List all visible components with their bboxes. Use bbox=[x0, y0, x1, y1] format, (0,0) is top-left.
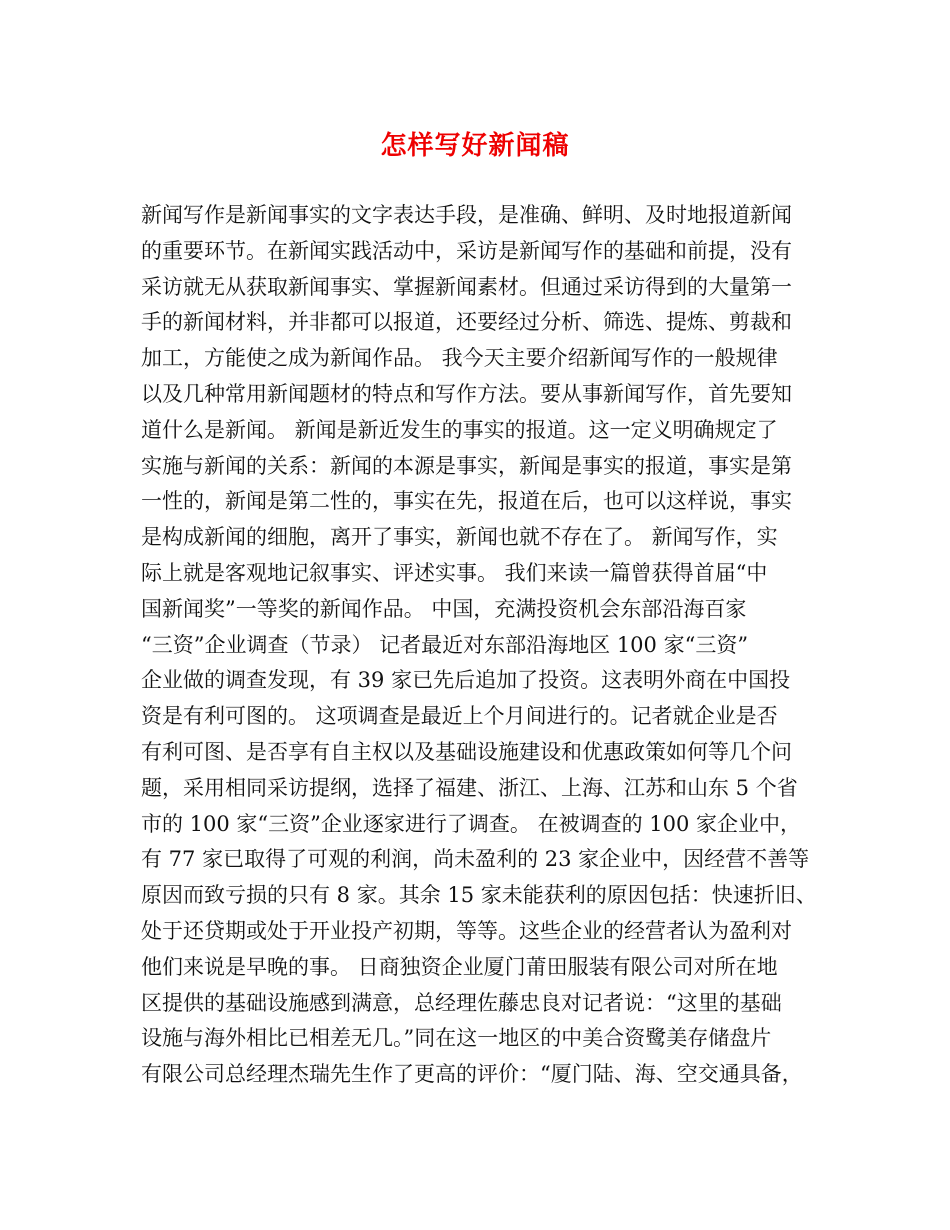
body-line: 是构成新闻的细胞，离开了事实，新闻也就不存在了。 新闻写作，实 bbox=[141, 525, 778, 550]
body-line: 有限公司总经理杰瑞先生作了更高的评价：“厦门陆、海、空交通具备， bbox=[141, 1062, 803, 1087]
body-line: 的重要环节。在新闻实践活动中，采访是新闻写作的基础和前提，没有 bbox=[141, 238, 792, 263]
body-line: 实施与新闻的关系：新闻的本源是事实，新闻是事实的报道，事实是第 bbox=[141, 453, 792, 478]
body-line: 以及几种常用新闻题材的特点和写作方法。要从事新闻写作，首先要知 bbox=[141, 381, 792, 406]
body-line: 设施与海外相比已相差无几。”同在这一地区的中美合资鹭美存储盘片 bbox=[141, 1026, 772, 1051]
body-line: “三资”企业调查（节录） 记者最近对东部沿海地区 100 家“三资” bbox=[141, 632, 749, 657]
document-body bbox=[141, 198, 831, 1093]
body-line: 企业做的调查发现，有 39 家已先后追加了投资。这表明外商在中国投 bbox=[141, 668, 791, 693]
body-line: 原因而致亏损的只有 8 家。其余 15 家未能获利的原因包括：快速折旧、 bbox=[141, 883, 817, 908]
body-line: 一性的，新闻是第二性的，事实在先，报道在后，也可以这样说，事实 bbox=[141, 489, 792, 514]
body-line: 区提供的基础设施感到满意，总经理佐藤忠良对记者说：“这里的基础 bbox=[141, 990, 782, 1015]
body-line: 资是有利可图的。 这项调查是最近上个月间进行的。记者就企业是否 bbox=[141, 704, 778, 729]
body-line: 有利可图、是否享有自主权以及基础设施建设和优惠政策如何等几个问 bbox=[141, 739, 792, 764]
body-line: 道什么是新闻。 新闻是新近发生的事实的报道。这一定义明确规定了 bbox=[141, 417, 778, 442]
document-title: 怎样写好新闻稿 bbox=[380, 131, 570, 161]
body-line: 他们来说是早晚的事。 日商独资企业厦门莆田服装有限公司对所在地 bbox=[141, 954, 778, 979]
body-line: 题，采用相同采访提纲，选择了福建、浙江、上海、江苏和山东 5 个省 bbox=[141, 775, 798, 800]
body-line: 新闻写作是新闻事实的文字表达手段，是准确、鲜明、及时地报道新闻 bbox=[141, 203, 792, 227]
body-line: 手的新闻材料，并非都可以报道，还要经过分析、筛选、提炼、剪裁和 bbox=[141, 310, 792, 335]
body-line: 采访就无从获取新闻事实、掌握新闻素材。但通过采访得到的大量第一 bbox=[141, 274, 792, 299]
body-line: 有 77 家已取得了可观的利润，尚未盈利的 23 家企业中，因经营不善等 bbox=[141, 847, 810, 872]
body-line: 市的 100 家“三资”企业逐家进行了调查。 在被调查的 100 家企业中， bbox=[141, 811, 802, 836]
body-line: 加工，方能使之成为新闻作品。 我今天主要介绍新闻写作的一般规律 bbox=[141, 346, 778, 371]
body-line: 际上就是客观地记叙事实、评述实事。 我们来读一篇曾获得首届“中 bbox=[141, 560, 768, 585]
body-line: 处于还贷期或处于开业投产初期，等等。这些企业的经营者认为盈利对 bbox=[141, 918, 792, 943]
body-line: 国新闻奖”一等奖的新闻作品。 中国，充满投资机会东部沿海百家 bbox=[141, 596, 747, 621]
